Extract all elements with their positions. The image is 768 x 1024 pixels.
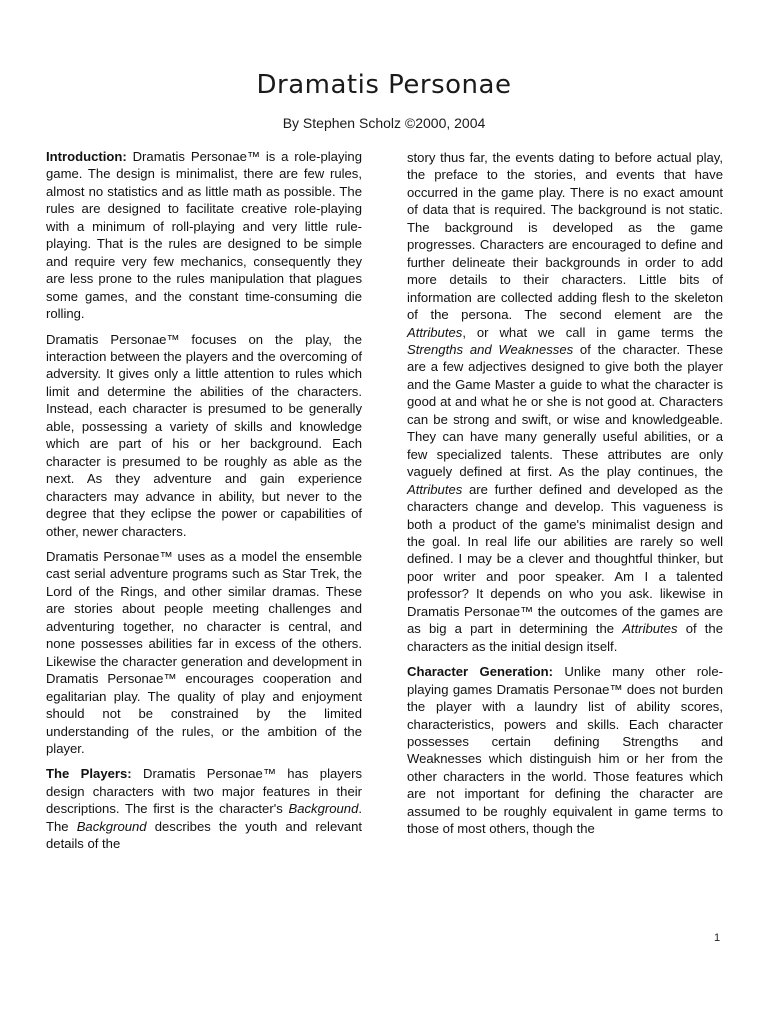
- attributes-term: Attributes: [407, 324, 463, 340]
- background-term: Background: [288, 801, 359, 817]
- story-text-5: of the characters as the initial design itself.: [407, 621, 723, 654]
- story-text-4: are further defined and developed as the characters change and develop. This vagueness is both a product of the game's minimalist design and the goal. In real life our abilities are rarely so well defined. I may be a clever and thoughtful thinker, but poor writer and poor speaker. Am I a talented professor? It depends on who you ask. likewise in Dramatis Personae™ the outcomes of the games are as big a part in determining the: [407, 481, 723, 637]
- story-text-3: of the character. These are a few adjectives designed to give both the player and the Game Master a guide to what the character is good at and what he or she is not good at. Characters can be strong and swift, or wise and knowledgeable. They can have many generally useful abilities, or a few specialized talents. These attributes are only vaguely defined at first. As the play continues, the: [407, 341, 724, 480]
- page-number: 1: [714, 932, 721, 944]
- byline: By Stephen Scholz ©2000, 2004: [282, 115, 486, 131]
- story-text-2: , or what we call in game terms the: [462, 324, 723, 340]
- players-text-3: describes the youth and relevant details of the: [46, 818, 362, 852]
- focus-paragraph: Dramatis Personae™ focuses on the play, the interaction between the players and the overcoming of adversity. It gives only a little attention to rules which limit and determine the abilities of the characters. Instead, each character is presumed to be generally able, possessing a variety of skills and knowledge which are part of his or her background. Each character is presumed to be roughly as able as the next. As they adventure and gain experience characters may advance in ability, but never to the degree that they eclipse the power or capabilities of other, newer characters.: [46, 331, 362, 539]
- introduction-text: Dramatis Personae™ is a role-playing game. The design is minimalist, there are few rules, almost no statistics and as little math as possible. The rules are designed to facilitate creative role-playing with a minimum of roll-playing and very little rule-playing. That is the rules are designed to be simple and require very few mechanics, consequently they are less prone to the rules manipulation that plagues some games, and the constant time-consuming die rolling.: [46, 149, 362, 322]
- introduction-paragraph: [46, 148, 362, 323]
- attributes-term: Attributes: [407, 481, 463, 497]
- players-text-1: Dramatis Personae™ has players design characters with two major features in their descriptions. The first is the character's: [46, 766, 362, 817]
- attributes-term: Attributes: [622, 621, 678, 637]
- strengths-weaknesses-term: Strengths and Weaknesses: [407, 341, 574, 357]
- players-paragraph: [46, 765, 362, 852]
- background-term: Background: [76, 818, 147, 834]
- character-generation-heading: Character Generation:: [407, 664, 553, 680]
- document-title: Dramatis Personae: [256, 70, 512, 100]
- introduction-heading: Introduction:: [46, 149, 127, 164]
- character-generation-text: Unlike many other role-playing games Dramatis Personae™ does not burden the player with a laundry list of ability scores, characteristics, powers and skills. Each character possesses certain defining Strengths and Weaknesses which distinguish him or her from the other characters in the world. Those features which are not important for defining the character are assumed to be roughly equivalent in game terms to those of most others, though the: [407, 664, 723, 837]
- players-heading: The Players:: [46, 766, 132, 782]
- story-paragraph: [407, 149, 723, 655]
- players-text-2: . The: [46, 801, 362, 834]
- right-column: [407, 149, 723, 846]
- story-text-1: story thus far, the events dating to before actual play, the preface to the stories, and events that have occurred in the game play. There is no exact amount of data that is required. The background is not static. The background is developed as the game progresses. Characters are encouraged to define and further delineate their backgrounds in order to add more details to their characters. Little bits of information are collected adding flesh to the skeleton of the persona. The second element are the: [407, 150, 723, 323]
- character-generation-paragraph: [407, 663, 723, 838]
- left-column: [46, 148, 362, 861]
- model-paragraph: Dramatis Personae™ uses as a model the ensemble cast serial adventure programs such as Star Trek, the Lord of the Rings, and other similar dramas. These are stories about people meeting challenges and adventuring together, no character is central, and none possesses abilities far in excess of the others. Likewise the character generation and development in Dramatis Personae™ encourages cooperation and egalitarian play. The quality of play and enjoyment should not be constrained by the limited understanding of the rules, or the ambition of the player.: [46, 548, 362, 756]
